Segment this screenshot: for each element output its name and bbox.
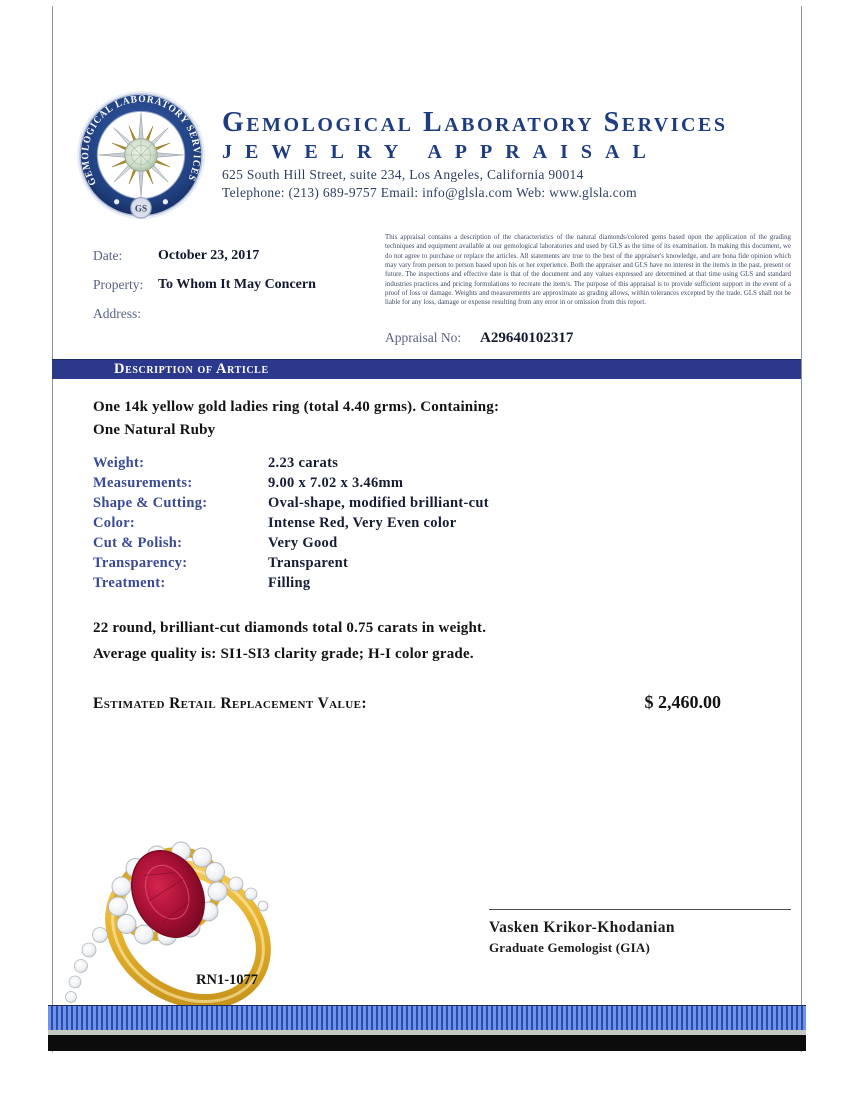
spec-row-transparency [93, 553, 653, 573]
ring-reference-number: RN1-1077 [196, 972, 259, 988]
right-border-line [801, 6, 802, 1052]
logo-monogram-text: GS [134, 203, 148, 214]
spec-value: Very Good [268, 535, 338, 551]
property-value: To Whom It May Concern [158, 277, 316, 292]
spec-value: 9.00 x 7.02 x 3.46mm [268, 475, 404, 491]
date-value: October 23, 2017 [158, 248, 260, 263]
spec-label: Transparency: [93, 555, 188, 571]
footer-stripe-band [48, 1005, 806, 1030]
org-contact: Telephone: (213) 689-9757 Email: info@glsla.com Web: www.glsla.com [222, 185, 637, 200]
valuation-amount: $ 2,460.00 [644, 692, 721, 712]
address-label: Address: [93, 306, 141, 321]
diamond-notes [93, 615, 713, 667]
property-row [93, 277, 373, 293]
spec-value: Transparent [268, 555, 349, 571]
property-label: Property: [93, 277, 144, 292]
header [222, 108, 797, 202]
spec-label: Cut & Polish: [93, 535, 183, 551]
date-row [93, 248, 373, 264]
gls-logo-seal [76, 90, 206, 220]
spec-row-color [93, 513, 653, 533]
logo-dot-right [163, 199, 168, 204]
diamond-note-line-2: Average quality is: SI1-SI3 clarity grade; H-I color grade. [93, 646, 474, 662]
valuation-label: Estimated Retail Replacement Value: [93, 695, 367, 712]
appraiser-name: Vasken Krikor-Khodanian [489, 919, 675, 936]
footer-decorative-bands [48, 1005, 806, 1051]
address-row [93, 306, 373, 322]
spec-label: Weight: [93, 455, 145, 471]
logo-dot-left [114, 199, 119, 204]
appraiser-title: Graduate Gemologist (GIA) [489, 940, 650, 955]
spec-value: Oval-shape, modified brilliant-cut [268, 495, 489, 511]
spec-value: Intense Red, Very Even color [268, 515, 457, 531]
spec-row-shape-cutting [93, 493, 653, 513]
document-type-title: JEWELRY APPRAISAL [222, 141, 659, 163]
spec-label: Treatment: [93, 575, 166, 591]
logo-ring-text: GEMOLOGICAL LABORATORY SERVICES [80, 93, 202, 188]
left-border-line [52, 6, 53, 1052]
date-label: Date: [93, 248, 123, 263]
item-description-intro [93, 396, 713, 442]
org-name: Gemological Laboratory Services [222, 107, 728, 138]
spec-value: Filling [268, 575, 311, 591]
recipient-info [93, 248, 373, 335]
spec-row-treatment [93, 573, 653, 593]
spec-label: Color: [93, 515, 136, 531]
intro-line-2: One Natural Ruby [93, 422, 216, 438]
spec-label: Shape & Cutting: [93, 495, 208, 511]
spec-row-cut-polish [93, 533, 653, 553]
spec-row-weight [93, 453, 653, 473]
disclaimer-text: This appraisal contains a description of the characteristics of the natural diamonds/colored gems based upon the application of the grading techniques and equipment available at our gemological laboratories and used by GLS as the time of its examination. In making this document, we do not agree to purchase or replace the articles. All statements are true to the best of the appraiser's knowledge, and are bona fide opinion which may vary from person to person based upon his or her experience. Both the appraiser and GLS have no interest in the item/s in the past, present or future. The inspections and effective date is that of the document and any values expressed are determined at that time using GLS and standard industries practices and pricing formulations to recreate the item/s. The purpose of this appraisal is to provide sufficient support in the event of a proof of loss or damage. Weights and measurements are approximate as grading allows, within tolerances excepted by the trade. GLS shall not be liable for any loss, damage or expense resulting from any error in or omission from this report. [385, 234, 791, 307]
diamond-note-line-1: 22 round, brilliant-cut diamonds total 0.75 carats in weight. [93, 620, 487, 636]
org-address: 625 South Hill Street, suite 234, Los Angeles, California 90014 [222, 167, 584, 182]
ring-photo [58, 832, 310, 1005]
footer-black-band [48, 1035, 806, 1051]
valuation-row [93, 692, 721, 713]
intro-line-1: One 14k yellow gold ladies ring (total 4.40 grms). Containing: [93, 399, 500, 415]
spec-row-measurements [93, 473, 653, 493]
shoulder-diamonds-left [66, 928, 108, 1003]
appraisal-number-label: Appraisal No: [385, 330, 462, 345]
appraisal-number-row [385, 330, 573, 347]
signature-block [489, 909, 791, 956]
spec-label: Measurements: [93, 475, 193, 491]
gem-spec-table [93, 453, 653, 593]
section-bar [52, 359, 801, 379]
appraisal-number-value: A29640102317 [480, 330, 574, 346]
section-title: Description of Article [114, 361, 269, 377]
spec-value: 2.23 carats [268, 455, 339, 471]
